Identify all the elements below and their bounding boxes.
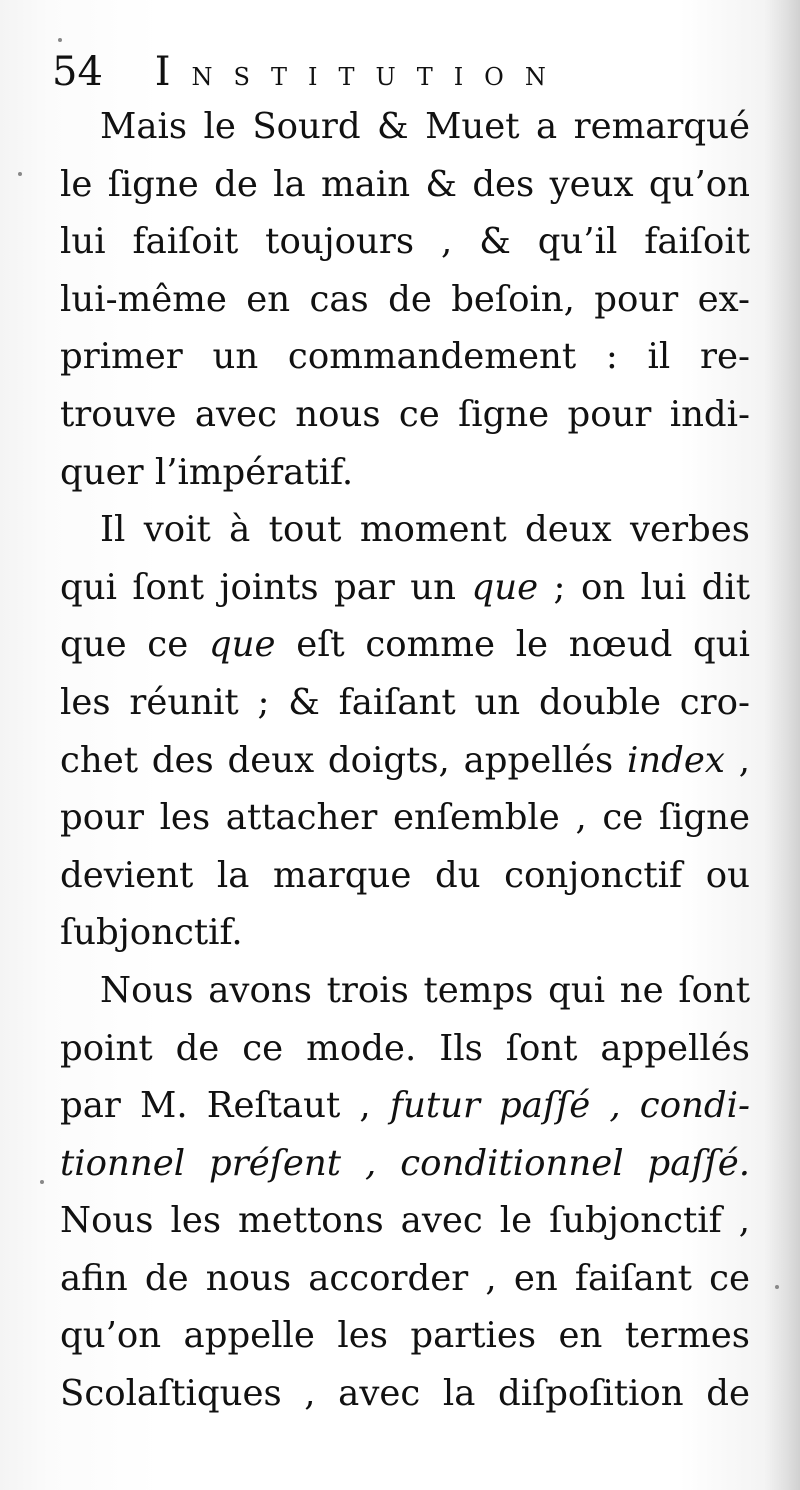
italic-word: que [208,624,276,666]
text-line: trouve avec nous ce ſigne pour indi- [60,393,750,435]
text-line: lui-même en cas de beſoin, pour ex- [60,278,750,320]
text-line [60,1077,750,1135]
text-line: quer l’impératif. [60,451,354,493]
print-speck [58,38,62,42]
text-line [60,1135,750,1193]
running-title: Institution [154,49,567,95]
text-line: qu’on appelle les parties en termes [60,1315,750,1357]
text-line: Nous avons trois temps qui ne ſont [100,969,750,1011]
italic-word: que [471,566,539,608]
text-segment: eſt comme le nœud qui [296,624,750,666]
page-edge-shadow [764,0,800,1490]
text-segment: que ce [60,624,189,666]
italic-phrase: tionnel préſent , conditionnel paſſé. [60,1142,750,1184]
text-line [60,616,750,674]
text-line: lui faiſoit toujours , & qu’il faiſoit [60,221,750,263]
text-line: primer un commandement : il re- [60,336,750,378]
text-line: point de ce mode. Ils ſont appellés [60,1027,750,1069]
text-line: le ſigne de la main & des yeux qu’on [60,163,750,205]
print-speck [775,1285,779,1289]
page-header [52,42,752,102]
text-line: chet des deux doigts, appellés index , [60,739,750,781]
print-speck [40,1180,44,1184]
text-line: Scolaſtiques , avec la diſpoſition de [60,1373,750,1415]
text-line: Mais le Sourd & Muet a remarqué [100,106,750,147]
text-segment: ; on lui dit [553,566,750,608]
text-segment: qui ſont joints par un [60,566,457,608]
print-speck [18,172,22,176]
text-segment: par M. Reſtaut , [60,1085,371,1127]
page-number: 54 [52,49,103,95]
italic-word: index [626,739,725,781]
text-line: Il voit à tout moment deux verbes [100,509,750,551]
text-line: ſubjonctif. [60,912,243,954]
text-line: devient la marque du conjonctif ou [60,854,750,896]
text-line [60,559,750,617]
text-line: les réunit ; & faiſant un double cro- [60,681,750,723]
text-segment: chet des deux doigts, appellés [60,739,614,781]
text-line: pour les attacher enſemble , ce ſigne [60,797,750,839]
body-text [60,98,750,1423]
text-line: afin de nous accorder , en faiſant ce [60,1257,750,1299]
italic-phrase: futur paſſé , condi- [389,1085,750,1127]
text-line: Nous les mettons avec le ſubjonctif , [60,1200,750,1242]
